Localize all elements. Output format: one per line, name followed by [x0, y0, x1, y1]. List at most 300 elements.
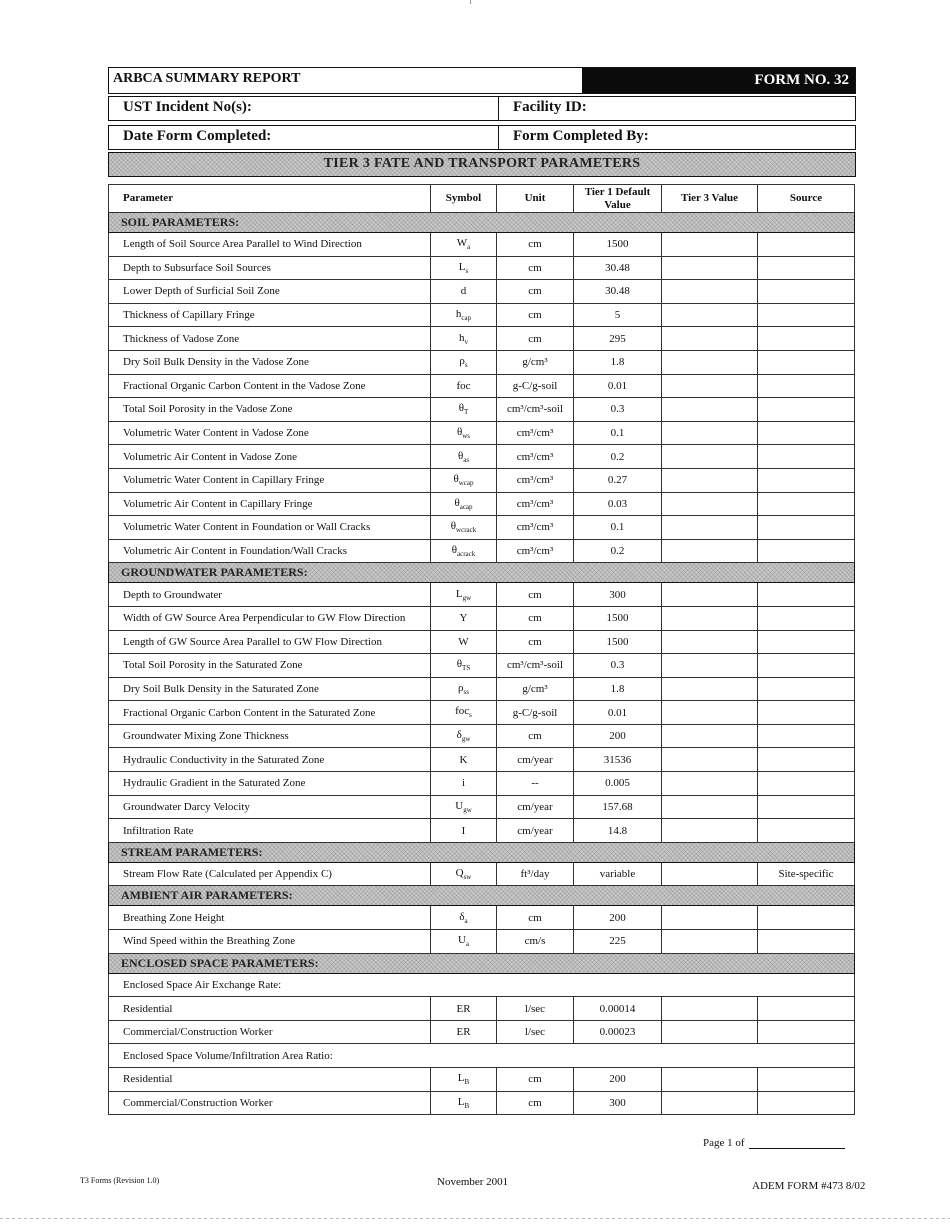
section-enclosed	[109, 953, 855, 973]
source-input[interactable]	[758, 748, 855, 772]
parameter-name: Hydraulic Gradient in the Saturated Zone	[109, 772, 431, 796]
parameter-name: Total Soil Porosity in the Vadose Zone	[109, 398, 431, 422]
source-input[interactable]	[758, 997, 855, 1021]
source-input[interactable]	[758, 583, 855, 607]
symbol-base: L	[455, 587, 463, 600]
table-row	[109, 701, 855, 725]
parameter-symbol	[431, 516, 497, 540]
section-groundwater	[109, 563, 855, 583]
default-value: 30.48	[574, 280, 662, 304]
tier3-value-input[interactable]	[662, 1068, 758, 1092]
table-row	[109, 862, 855, 886]
table-row	[109, 350, 855, 374]
col-default: Tier 1 Default Value	[574, 185, 662, 213]
table-row	[109, 468, 855, 492]
report-title: ARBCA SUMMARY REPORT	[113, 71, 301, 86]
tier3-value-input[interactable]	[662, 677, 758, 701]
table-row	[109, 819, 855, 843]
source-input[interactable]	[758, 445, 855, 469]
table-row	[109, 1068, 855, 1092]
parameter-symbol	[431, 677, 497, 701]
symbol-subscript: a	[464, 916, 468, 925]
parameter-unit: ft³/day	[497, 862, 574, 886]
air-exchange-subheading	[109, 973, 855, 997]
tier3-value-input[interactable]	[662, 795, 758, 819]
symbol-subscript: acrack	[457, 550, 476, 559]
symbol-subscript: wcrack	[456, 526, 477, 535]
section-stream	[109, 842, 855, 862]
parameter-symbol	[431, 421, 497, 445]
default-value: 31536	[574, 748, 662, 772]
default-value: 1.8	[574, 350, 662, 374]
symbol-base: θ	[457, 449, 464, 462]
table-row	[109, 997, 855, 1021]
table-row	[109, 539, 855, 563]
section-ambient-label: AMBIENT AIR PARAMETERS:	[109, 886, 855, 906]
source-input[interactable]	[758, 701, 855, 725]
col-symbol: Symbol	[431, 185, 497, 213]
parameter-unit: cm	[497, 724, 574, 748]
parameter-name: Groundwater Mixing Zone Thickness	[109, 724, 431, 748]
tier3-value-input[interactable]	[662, 445, 758, 469]
default-value: 295	[574, 327, 662, 351]
table-row	[109, 724, 855, 748]
default-value: 200	[574, 1068, 662, 1092]
source-input[interactable]	[758, 492, 855, 516]
parameter-symbol	[431, 819, 497, 843]
symbol-base: W	[456, 237, 468, 250]
symbol-subscript: T	[464, 408, 469, 417]
default-value: 0.01	[574, 701, 662, 725]
symbol-base: W	[458, 635, 469, 648]
parameter-name: Length of Soil Source Area Parallel to Wind Direction	[109, 233, 431, 257]
parameter-name: Volumetric Air Content in Foundation/Wall Cracks	[109, 539, 431, 563]
source-input[interactable]	[758, 630, 855, 654]
parameter-name: Dry Soil Bulk Density in the Vadose Zone	[109, 350, 431, 374]
parameter-name: Stream Flow Rate (Calculated per Appendix C)	[109, 862, 431, 886]
table-row	[109, 583, 855, 607]
source-input[interactable]	[758, 677, 855, 701]
symbol-subscript: gw	[461, 735, 471, 744]
tier3-value-input[interactable]	[662, 748, 758, 772]
source-input[interactable]	[758, 772, 855, 796]
parameter-unit: cm/s	[497, 930, 574, 954]
symbol-subscript: TS	[462, 664, 471, 673]
parameter-symbol	[431, 997, 497, 1021]
table-row	[109, 445, 855, 469]
parameter-name: Volumetric Water Content in Foundation or Wall Cracks	[109, 516, 431, 540]
source-input[interactable]	[758, 303, 855, 327]
symbol-subscript: cap	[461, 314, 472, 323]
symbol-base: θ	[454, 496, 460, 509]
parameter-unit: l/sec	[497, 997, 574, 1021]
incident-row	[108, 96, 856, 121]
volume-ratio-subheading	[109, 1044, 855, 1068]
default-value: 0.1	[574, 421, 662, 445]
tier3-value-input[interactable]	[662, 1091, 758, 1115]
parameter-unit: --	[497, 772, 574, 796]
scan-mark	[470, 0, 471, 4]
tier3-value-input[interactable]	[662, 398, 758, 422]
symbol-subscript: ss	[463, 688, 469, 697]
table-row	[109, 233, 855, 257]
parameter-name: Lower Depth of Surficial Soil Zone	[109, 280, 431, 304]
source-input[interactable]	[758, 256, 855, 280]
symbol-base: L	[457, 1072, 465, 1085]
parameter-symbol	[431, 906, 497, 930]
table-row	[109, 492, 855, 516]
default-value: 30.48	[574, 256, 662, 280]
tier3-value-input[interactable]	[662, 374, 758, 398]
default-value: 0.27	[574, 468, 662, 492]
default-value: 0.3	[574, 398, 662, 422]
parameter-unit: cm	[497, 303, 574, 327]
form-number: FORM NO. 32	[582, 68, 855, 93]
symbol-subscript: gw	[463, 806, 472, 815]
symbol-base: d	[460, 285, 467, 298]
symbol-base: U	[457, 934, 466, 947]
table-row	[109, 374, 855, 398]
source-input[interactable]	[758, 906, 855, 930]
default-value: 0.00023	[574, 1020, 662, 1044]
parameter-symbol	[431, 539, 497, 563]
tier3-value-input[interactable]	[662, 421, 758, 445]
parameter-unit: cm³/cm³	[497, 539, 574, 563]
parameter-unit: cm	[497, 1068, 574, 1092]
section-soil	[109, 213, 855, 233]
tier3-value-input[interactable]	[662, 606, 758, 630]
default-value: 1500	[574, 630, 662, 654]
tier3-value-input[interactable]	[662, 772, 758, 796]
parameter-name: Width of GW Source Area Perpendicular to GW Flow Direction	[109, 606, 431, 630]
symbol-base: θ	[458, 402, 464, 415]
tier3-value-input[interactable]	[662, 583, 758, 607]
table-row	[109, 256, 855, 280]
symbol-base: h	[455, 307, 462, 320]
source-input[interactable]	[758, 930, 855, 954]
source-input[interactable]	[758, 280, 855, 304]
tier3-value-input[interactable]	[662, 233, 758, 257]
col-source: Source	[758, 185, 855, 213]
table-header-row	[109, 185, 855, 213]
tier3-value-input[interactable]	[662, 280, 758, 304]
default-value: 157.68	[574, 795, 662, 819]
parameter-name: Total Soil Porosity in the Saturated Zone	[109, 654, 431, 678]
source-input[interactable]	[758, 374, 855, 398]
table-row	[109, 280, 855, 304]
table-row	[109, 654, 855, 678]
symbol-base: I	[461, 824, 466, 837]
parameter-symbol	[431, 1068, 497, 1092]
parameter-symbol	[431, 492, 497, 516]
parameter-name: Volumetric Water Content in Capillary Fringe	[109, 468, 431, 492]
scan-edge	[0, 1218, 950, 1219]
parameter-unit: cm³/cm³-soil	[497, 654, 574, 678]
tier3-value-input[interactable]	[662, 303, 758, 327]
source-input[interactable]	[758, 233, 855, 257]
parameter-symbol	[431, 862, 497, 886]
default-value: 0.005	[574, 772, 662, 796]
tier3-value-input[interactable]	[662, 516, 758, 540]
tier3-value-input[interactable]	[662, 701, 758, 725]
table-row	[109, 303, 855, 327]
parameter-name: Fractional Organic Carbon Content in the Vadose Zone	[109, 374, 431, 398]
default-value: 0.03	[574, 492, 662, 516]
parameter-unit: cm	[497, 1091, 574, 1115]
parameter-name: Depth to Subsurface Soil Sources	[109, 256, 431, 280]
parameter-name: Thickness of Vadose Zone	[109, 327, 431, 351]
default-value: 1.8	[574, 677, 662, 701]
tier3-value-input[interactable]	[662, 256, 758, 280]
col-unit: Unit	[497, 185, 574, 213]
default-value: 300	[574, 583, 662, 607]
symbol-subscript: a	[467, 243, 471, 252]
default-value: 200	[574, 724, 662, 748]
parameter-unit: cm	[497, 280, 574, 304]
symbol-subscript: a	[465, 940, 470, 949]
parameter-symbol	[431, 1091, 497, 1115]
parameter-unit: cm³/cm³-soil	[497, 398, 574, 422]
parameter-unit: g/cm³	[497, 350, 574, 374]
table-row	[109, 930, 855, 954]
completed-by-label[interactable]: Form Completed By:	[513, 128, 649, 144]
table-row	[109, 421, 855, 445]
table-row	[109, 748, 855, 772]
source-input[interactable]	[758, 327, 855, 351]
symbol-subscript: s	[465, 266, 469, 275]
parameter-symbol	[431, 724, 497, 748]
symbol-base: θ	[450, 520, 457, 533]
section-soil-label: SOIL PARAMETERS:	[109, 213, 855, 233]
symbol-base: θ	[451, 543, 457, 556]
parameter-unit: cm³/cm³	[497, 516, 574, 540]
table-title: TIER 3 FATE AND TRANSPORT PARAMETERS	[108, 152, 856, 177]
page-total-blank[interactable]	[749, 1148, 845, 1149]
default-value: 1500	[574, 233, 662, 257]
default-value: 5	[574, 303, 662, 327]
tier3-value-input[interactable]	[662, 468, 758, 492]
page-indicator	[703, 1137, 845, 1149]
default-value: 200	[574, 906, 662, 930]
parameter-symbol	[431, 398, 497, 422]
source-input[interactable]	[758, 421, 855, 445]
tier3-value-input[interactable]	[662, 906, 758, 930]
parameter-name: Fractional Organic Carbon Content in the Saturated Zone	[109, 701, 431, 725]
source-input[interactable]	[758, 350, 855, 374]
source-input[interactable]	[758, 819, 855, 843]
parameter-symbol	[431, 445, 497, 469]
parameter-name: Commercial/Construction Worker	[109, 1020, 431, 1044]
col-tier3: Tier 3 Value	[662, 185, 758, 213]
source-input[interactable]	[758, 468, 855, 492]
parameter-name: Hydraulic Conductivity in the Saturated Zone	[109, 748, 431, 772]
symbol-base: Y	[459, 612, 468, 625]
symbol-base: h	[459, 331, 465, 344]
page-label: Page 1 of	[703, 1137, 745, 1149]
parameter-name: Volumetric Air Content in Capillary Fringe	[109, 492, 431, 516]
parameter-symbol	[431, 606, 497, 630]
default-value: 0.2	[574, 539, 662, 563]
table-row	[109, 327, 855, 351]
form-date: November 2001	[437, 1176, 509, 1188]
parameter-symbol	[431, 701, 497, 725]
parameter-name: Commercial/Construction Worker	[109, 1091, 431, 1115]
default-value: 1500	[574, 606, 662, 630]
date-row	[108, 125, 856, 150]
parameter-unit: cm	[497, 906, 574, 930]
parameter-symbol	[431, 630, 497, 654]
parameter-symbol	[431, 795, 497, 819]
source-input[interactable]	[758, 398, 855, 422]
table-row	[109, 630, 855, 654]
symbol-subscript: v	[464, 337, 468, 346]
parameter-name: Residential	[109, 997, 431, 1021]
table-row	[109, 677, 855, 701]
air-exchange-subheading-label: Enclosed Space Air Exchange Rate:	[109, 973, 855, 997]
parameter-symbol	[431, 930, 497, 954]
adem-form-id: ADEM FORM #473 8/02	[752, 1180, 866, 1192]
parameter-symbol	[431, 748, 497, 772]
table-row	[109, 906, 855, 930]
source-input[interactable]	[758, 654, 855, 678]
parameter-symbol	[431, 280, 497, 304]
tier3-value-input[interactable]	[662, 492, 758, 516]
incident-label[interactable]: UST Incident No(s):	[109, 97, 499, 120]
symbol-subscript: wcap	[458, 479, 474, 488]
symbol-subscript: B	[464, 1078, 470, 1087]
symbol-base: K	[459, 753, 468, 766]
table-row	[109, 795, 855, 819]
parameter-name: Groundwater Darcy Velocity	[109, 795, 431, 819]
source-input[interactable]	[758, 1091, 855, 1115]
symbol-subscript: B	[464, 1101, 470, 1110]
tier3-value-input[interactable]	[662, 862, 758, 886]
default-value: 0.3	[574, 654, 662, 678]
source-input[interactable]	[758, 606, 855, 630]
parameter-unit: cm/year	[497, 795, 574, 819]
parameter-symbol	[431, 374, 497, 398]
table-row	[109, 1091, 855, 1115]
tier3-value-input[interactable]	[662, 997, 758, 1021]
tier3-value-input[interactable]	[662, 724, 758, 748]
parameter-symbol	[431, 350, 497, 374]
parameter-unit: cm	[497, 606, 574, 630]
default-value: 0.01	[574, 374, 662, 398]
parameter-name: Length of GW Source Area Parallel to GW Flow Direction	[109, 630, 431, 654]
source-input[interactable]	[758, 724, 855, 748]
default-value: 0.1	[574, 516, 662, 540]
table-row	[109, 772, 855, 796]
parameter-unit: cm/year	[497, 819, 574, 843]
symbol-subscript: gw	[462, 593, 472, 602]
parameter-unit: cm³/cm³	[497, 492, 574, 516]
default-value: 14.8	[574, 819, 662, 843]
parameter-symbol	[431, 1020, 497, 1044]
parameter-name: Residential	[109, 1068, 431, 1092]
parameter-unit: cm³/cm³	[497, 468, 574, 492]
parameter-unit: cm	[497, 583, 574, 607]
symbol-subscript: acap	[459, 502, 473, 511]
parameter-symbol	[431, 654, 497, 678]
symbol-subscript: sw	[463, 873, 472, 882]
parameter-unit: cm	[497, 327, 574, 351]
parameter-name: Breathing Zone Height	[109, 906, 431, 930]
tier3-value-input[interactable]	[662, 654, 758, 678]
symbol-subscript: s	[469, 711, 472, 720]
tier3-value-input[interactable]	[662, 819, 758, 843]
revision-note: T3 Forms (Revision 1.0)	[80, 1176, 160, 1185]
symbol-base: i	[461, 777, 466, 790]
symbol-base: θ	[453, 473, 459, 486]
tier3-value-input[interactable]	[662, 539, 758, 563]
parameter-name: Depth to Groundwater	[109, 583, 431, 607]
parameter-unit: cm	[497, 233, 574, 257]
parameter-unit: cm	[497, 256, 574, 280]
source-input[interactable]	[758, 795, 855, 819]
col-parameter: Parameter	[109, 185, 431, 213]
default-value: 0.00014	[574, 997, 662, 1021]
parameter-symbol	[431, 303, 497, 327]
parameter-symbol	[431, 772, 497, 796]
symbol-base: δ	[456, 729, 462, 742]
tier3-value-input[interactable]	[662, 327, 758, 351]
default-value: 0.2	[574, 445, 662, 469]
date-label[interactable]: Date Form Completed:	[109, 126, 499, 149]
symbol-base: foc	[455, 705, 470, 718]
parameter-name: Wind Speed within the Breathing Zone	[109, 930, 431, 954]
section-enclosed-label: ENCLOSED SPACE PARAMETERS:	[109, 953, 855, 973]
source-input[interactable]	[758, 1068, 855, 1092]
source-input[interactable]: Site-specific	[758, 862, 855, 886]
symbol-base: ER	[456, 1026, 471, 1039]
parameter-unit: cm/year	[497, 748, 574, 772]
tier3-value-input[interactable]	[662, 1020, 758, 1044]
report-header	[108, 67, 856, 94]
symbol-base: L	[458, 260, 466, 273]
default-value: variable	[574, 862, 662, 886]
table-row	[109, 1020, 855, 1044]
facility-label[interactable]: Facility ID:	[513, 99, 587, 115]
symbol-base: foc	[456, 379, 471, 392]
parameter-symbol	[431, 583, 497, 607]
parameter-unit: g-C/g-soil	[497, 374, 574, 398]
parameter-name: Volumetric Water Content in Vadose Zone	[109, 421, 431, 445]
parameter-name: Thickness of Capillary Fringe	[109, 303, 431, 327]
tier3-value-input[interactable]	[662, 930, 758, 954]
parameter-unit: cm³/cm³	[497, 445, 574, 469]
symbol-base: δ	[459, 910, 465, 923]
parameter-symbol	[431, 468, 497, 492]
table-row	[109, 606, 855, 630]
tier3-value-input[interactable]	[662, 350, 758, 374]
default-value: 300	[574, 1091, 662, 1115]
tier3-value-input[interactable]	[662, 630, 758, 654]
source-input[interactable]	[758, 539, 855, 563]
parameter-unit: cm	[497, 630, 574, 654]
symbol-subscript: ws	[462, 432, 471, 441]
section-ambient	[109, 886, 855, 906]
symbol-base: U	[455, 799, 464, 812]
symbol-base: ER	[456, 1002, 471, 1015]
parameter-symbol	[431, 327, 497, 351]
symbol-base: L	[457, 1095, 465, 1108]
symbol-base: ρ	[459, 355, 465, 368]
symbol-base: θ	[456, 658, 463, 671]
source-input[interactable]	[758, 516, 855, 540]
section-stream-label: STREAM PARAMETERS:	[109, 842, 855, 862]
parameter-unit: g-C/g-soil	[497, 701, 574, 725]
source-input[interactable]	[758, 1020, 855, 1044]
